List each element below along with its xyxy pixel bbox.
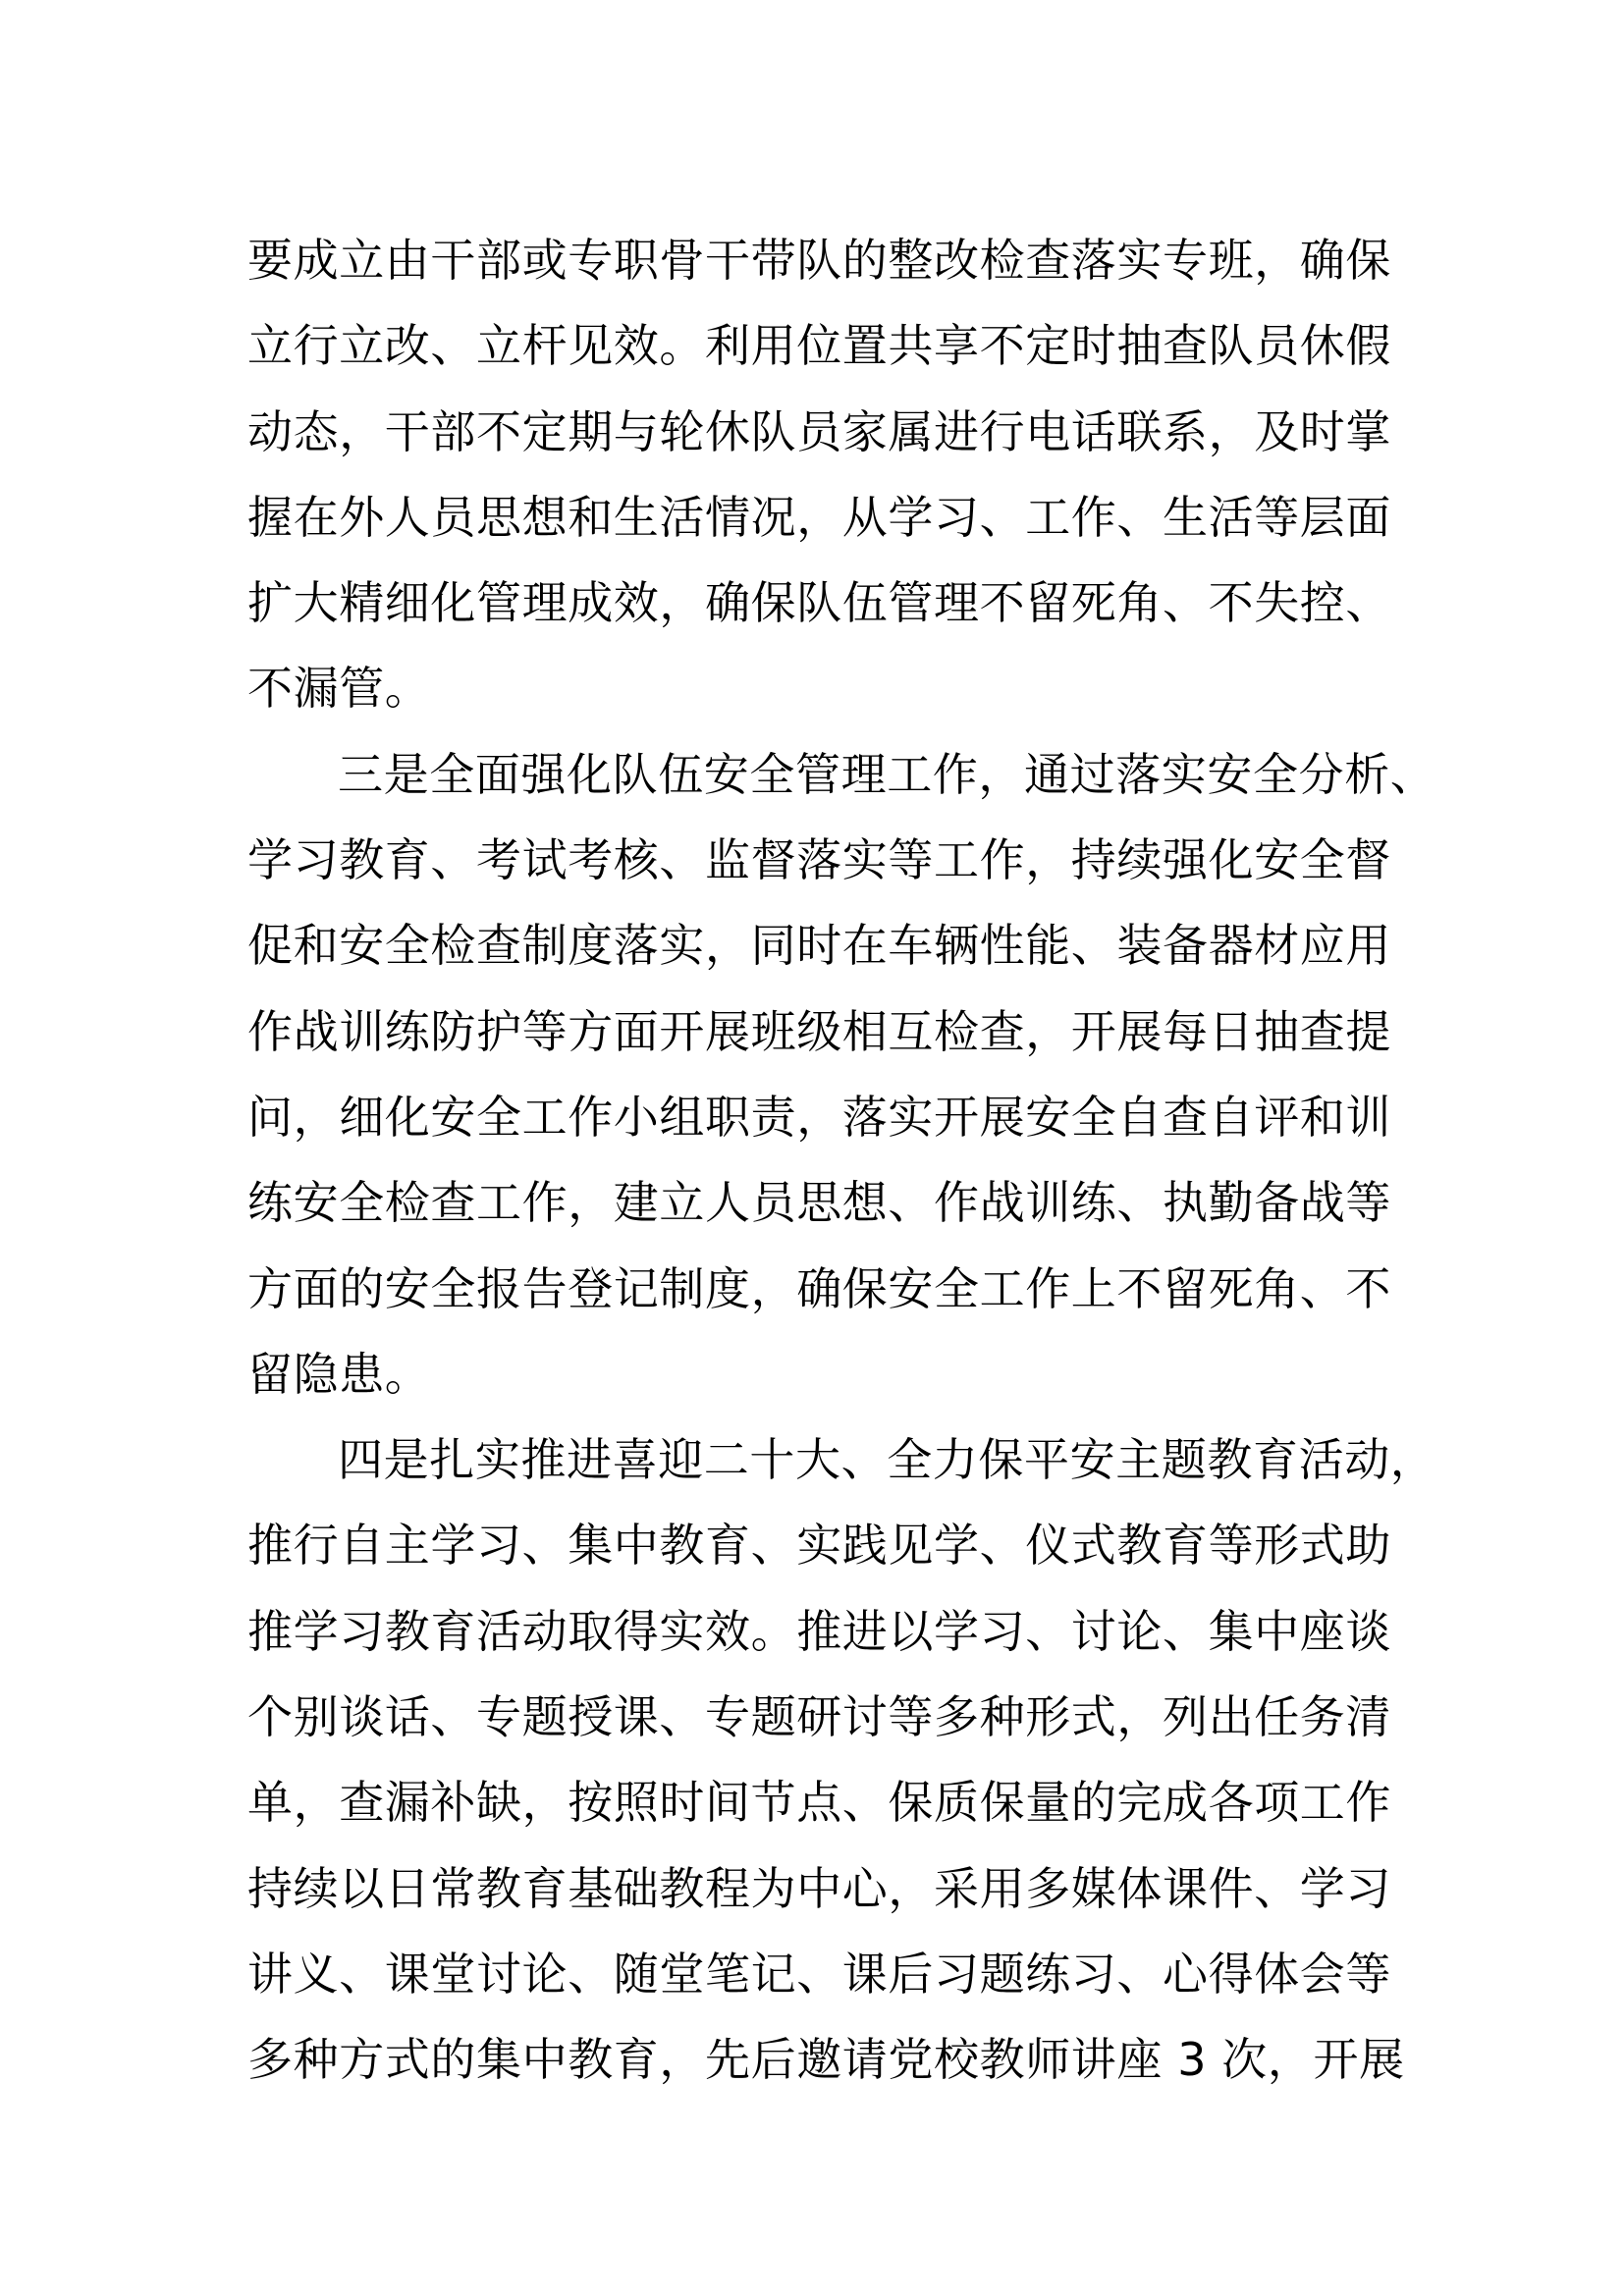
- text-line: 立行立改、立杆见效。利用位置共享不定时抽查队员休假: [247, 319, 1391, 373]
- text-line: 练安全检查工作，建立人员思想、作战训练、执勤备战等: [247, 1176, 1391, 1230]
- text-line: 作战训练防护等方面开展班级相互检查，开展每日抽查提: [247, 1004, 1391, 1058]
- text-line: 留隐患。: [247, 1347, 431, 1401]
- paragraph-start-line: 三是全面强化队伍安全管理工作，通过落实安全分析、: [338, 747, 1436, 801]
- text-line: 持续以日常教育基础教程为中心，采用多媒体课件、学习: [247, 1861, 1391, 1915]
- text-line: 单，查漏补缺，按照时间节点、保质保量的完成各项工作: [247, 1776, 1391, 1830]
- text-line: 握在外人员思想和生活情况，从学习、工作、生活等层面: [247, 490, 1391, 544]
- text-line: 多种方式的集中教育，先后邀请党校教师讲座 3 次，开展: [247, 2033, 1405, 2087]
- text-line: 讲义、课堂讨论、随堂笔记、课后习题练习、心得体会等: [247, 1947, 1391, 2001]
- text-line: 促和安全检查制度落实，同时在车辆性能、装备器材应用: [247, 919, 1391, 973]
- text-line: 问，细化安全工作小组职责，落实开展安全自查自评和训: [247, 1090, 1391, 1144]
- text-line: 方面的安全报告登记制度，确保安全工作上不留死角、不: [247, 1261, 1391, 1315]
- text-line: 不漏管。: [247, 662, 431, 716]
- text-line: 推学习教育活动取得实效。推进以学习、讨论、集中座谈: [247, 1604, 1391, 1658]
- body-text: [247, 218, 1436, 2104]
- text-line: 动态，干部不定期与轮休队员家属进行电话联系，及时掌: [247, 404, 1391, 458]
- paragraph-start-line: 四是扎实推进喜迎二十大、全力保平安主题教育活动，: [338, 1433, 1436, 1487]
- text-line: 个别谈话、专题授课、专题研讨等多种形式，列出任务清: [247, 1690, 1391, 1744]
- text-line: 推行自主学习、集中教育、实践见学、仪式教育等形式助: [247, 1519, 1391, 1573]
- text-line: 学习教育、考试考核、监督落实等工作，持续强化安全督: [247, 833, 1391, 887]
- text-line: 扩大精细化管理成效，确保队伍管理不留死角、不失控、: [247, 576, 1391, 630]
- text-line: 要成立由干部或专职骨干带队的整改检查落实专班，确保: [247, 234, 1391, 287]
